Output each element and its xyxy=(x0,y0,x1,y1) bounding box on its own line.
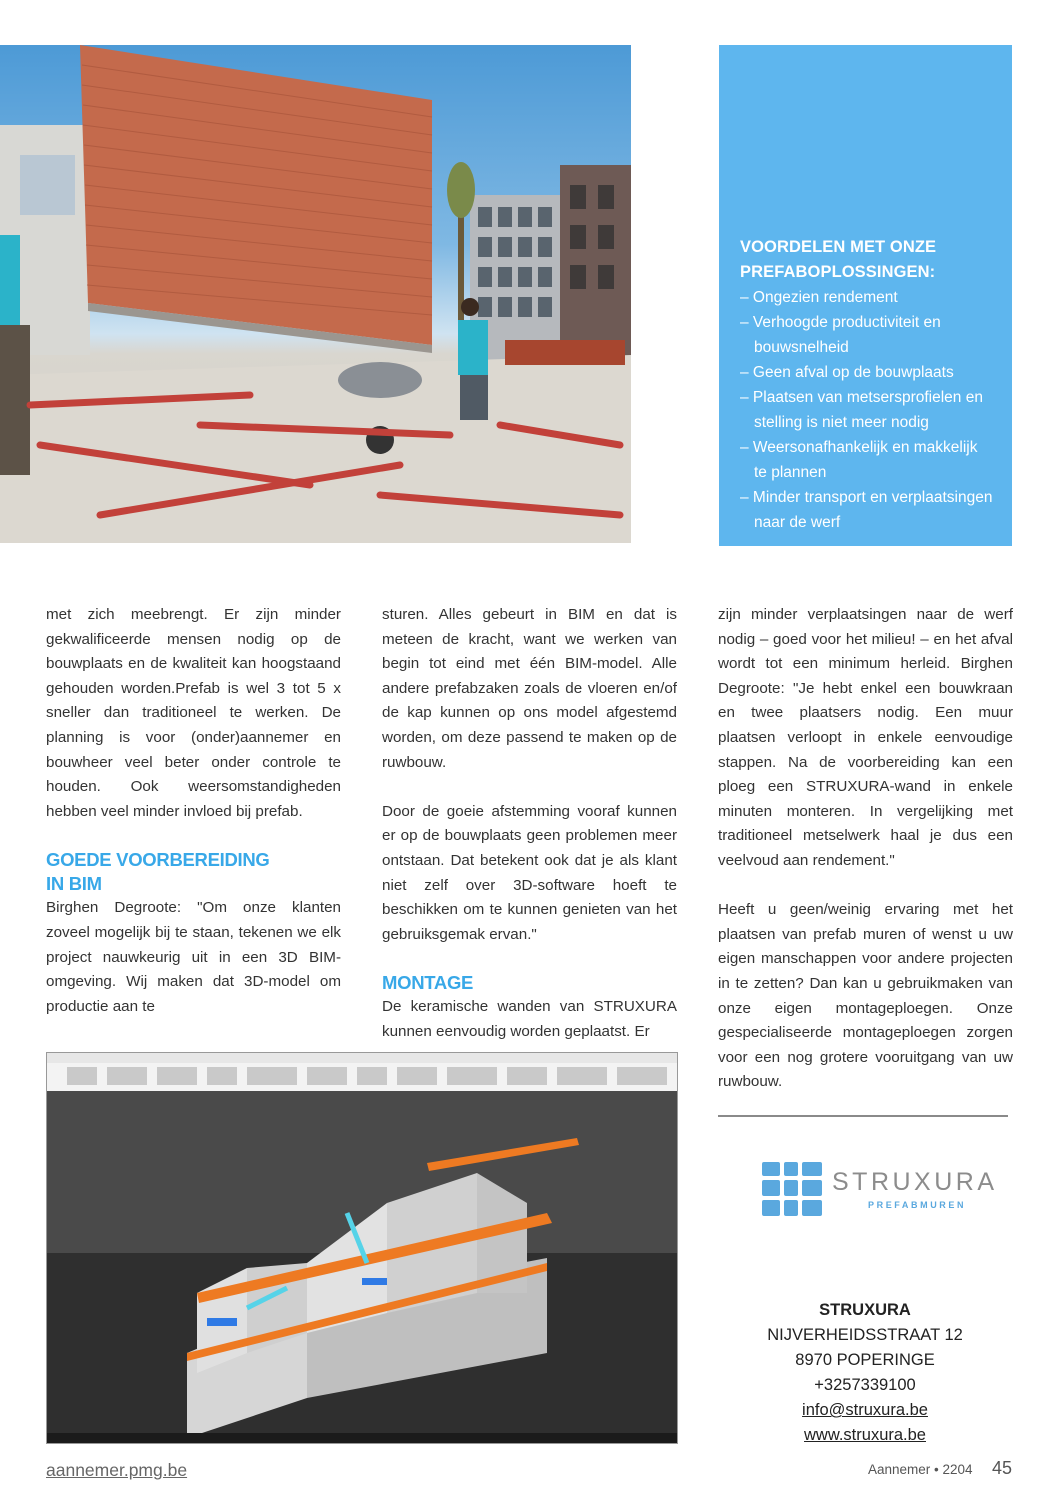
list-item: – Geen afval op de bouwplaats xyxy=(740,364,954,381)
logo-name: STRUXURA xyxy=(832,1168,998,1196)
list-item: – Verhoogde productiviteit en bouwsnelheid xyxy=(740,314,941,356)
contact-address xyxy=(765,1298,965,1448)
paragraph: Birghen Degroote: "Om onze klanten zoveel mogelijk bij te staan, tekenen we elk project nauwkeurig uit in een 3D BIM-omgeving. Wij maken dat 3D-model om productie aan te xyxy=(46,899,341,1015)
paragraph: met zich meebrengt. Er zijn minder gekwalificeerde mensen nodig op de bouwplaats en de kwaliteit kan hoogstaand gehouden worden.Prefab is wel 3 tot 5 x sneller dan traditioneel te werken. De planning is voor (onder)aannemer en bouwheer veel beter onder controle te houden. Ook weersomstandigheden hebben veel minder invloed bij prefab. xyxy=(46,606,341,820)
list-item: – Ongezien rendement xyxy=(740,289,898,306)
text-column-3 xyxy=(718,603,1013,1095)
heading-line2: IN BIM xyxy=(46,873,102,895)
list-item: – Plaatsen van metsersprofielen en stelling is niet meer nodig xyxy=(740,389,983,431)
advantages-title xyxy=(740,235,994,285)
footer-issue: Aannemer • 2204 xyxy=(868,1462,973,1477)
struxura-logo-mark xyxy=(760,1158,824,1222)
divider xyxy=(718,1115,1008,1117)
website-link[interactable]: www.struxura.be xyxy=(804,1426,926,1444)
list-item: – Minder transport en verplaatsingen naar de werf xyxy=(740,489,993,531)
struxura-logo xyxy=(760,1158,998,1222)
advantages-box xyxy=(719,45,1012,546)
heading-line1: GOEDE VOORBEREIDING xyxy=(46,849,270,871)
bim-model-screenshot xyxy=(46,1052,678,1444)
footer-site-link[interactable]: aannemer.pmg.be xyxy=(46,1460,188,1480)
text-column-1 xyxy=(46,603,341,1019)
advantages-title-line1: VOORDELEN MET ONZE xyxy=(740,238,937,256)
street: NIJVERHEIDSSTRAAT 12 xyxy=(767,1326,963,1344)
construction-photo xyxy=(0,45,631,543)
email-link[interactable]: info@struxura.be xyxy=(802,1401,928,1419)
city: 8970 POPERINGE xyxy=(795,1351,935,1369)
paragraph: De keramische wanden van STRUXURA kunnen eenvoudig worden geplaatst. Er xyxy=(382,998,677,1040)
company-name: STRUXURA xyxy=(819,1301,911,1319)
section-heading-montage: MONTAGE xyxy=(382,972,474,994)
logo-subtitle: PREFABMUREN xyxy=(868,1200,967,1210)
advantages-title-line2: PREFABOPLOSSINGEN: xyxy=(740,263,936,281)
list-item: – Weersonafhankelijk en makkelijk te plannen xyxy=(740,439,978,481)
phone: +3257339100 xyxy=(814,1376,916,1394)
text-column-2 xyxy=(382,603,677,1045)
paragraph: Heeft u geen/weinig ervaring met het plaatsen van prefab muren of wenst u uw eigen manschappen voor andere projecten in te zetten? Dan kan u gebruikmaken van onze eigen montageploegen. Onze gespecialiseerde montageploegen zorgen voor een nog grotere vooruitgang van uw ruwbouw. xyxy=(718,901,1013,1091)
paragraph: Door de goeie afstemming vooraf kunnen er op de bouwplaats geen problemen meer ontstaan. Dat betekent ook dat je als klant niet zelf over 3D-software hoeft te beschikken om te kunnen genieten van het gebruiksgemak ervan." xyxy=(382,802,677,943)
advantages-list xyxy=(740,285,994,535)
paragraph: zijn minder verplaatsingen naar de werf nodig – goed voor het milieu! – en het afval wordt tot een minimum herleid. Birghen Degroote: "Je hebt enkel een bouwkraan en twee plaatsers nodig. Een muur plaatsen verloopt in enkele eenvoudige stappen. Na de voorbereiding kan een ploeg een STRUXURA-wand in enkele minuten monteren. In vergelijking met traditioneel metselwerk haal je dus een veelvoud aan rendement." xyxy=(718,606,1013,869)
section-heading-bim xyxy=(46,848,341,896)
page-number: 45 xyxy=(992,1458,1013,1478)
paragraph: sturen. Alles gebeurt in BIM en dat is meteen de kracht, want we werken van begin tot eind met één BIM-model. Alle andere prefabzaken zoals de vloeren en/of de kap kunnen op ons model afgestemd worden, om deze passend te maken op de ruwbouw. xyxy=(382,606,677,771)
